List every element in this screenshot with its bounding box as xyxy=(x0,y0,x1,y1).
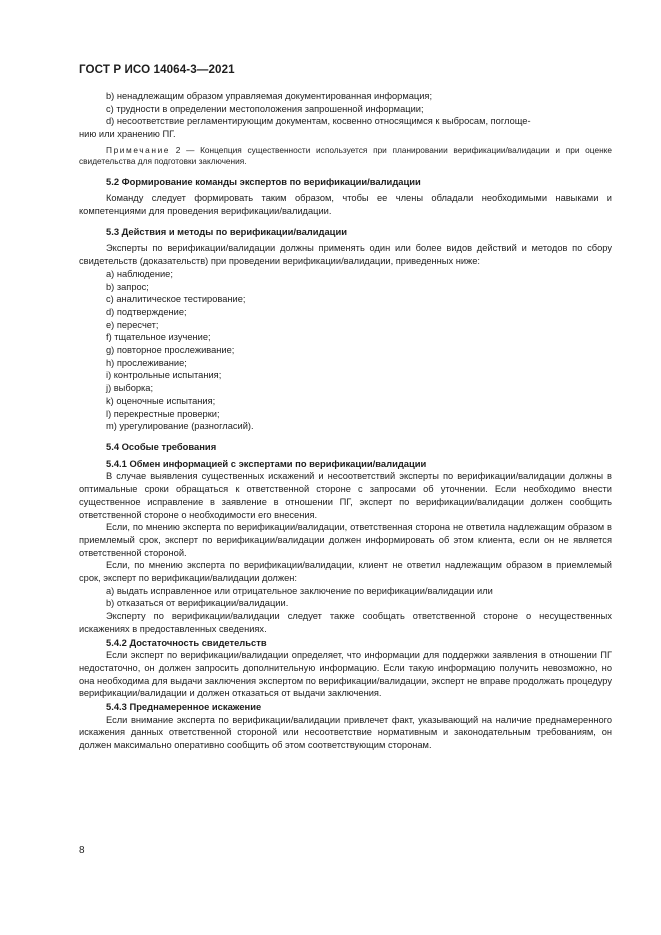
subsection-heading-5-4-3: 5.4.3 Преднамеренное искажение xyxy=(106,701,262,713)
list-item: f) тщательное изучение; xyxy=(106,332,211,343)
section-heading-5-3: 5.3 Действия и методы по верификации/валидации xyxy=(106,225,347,237)
subsection-heading-5-4-1: 5.4.1 Обмен информацией с экспертами по верификации/валидации xyxy=(106,457,427,469)
list-item: k) оценочные испытания; xyxy=(106,395,216,406)
list-item: a) наблюдение; xyxy=(106,268,173,279)
note-paragraph xyxy=(79,145,612,168)
note-label: Примечание xyxy=(106,144,171,155)
paragraph: Если, по мнению эксперта по верификации/валидации, ответственная сторона не ответила надлежащим образом в приемлемый срок, эксперт по верификации/валидации должен информировать об этом клиента, если он не является ответственной стороной. xyxy=(79,522,612,558)
list-item: b) отказаться от верификации/валидации. xyxy=(106,598,289,609)
list-item: j) выборка; xyxy=(106,383,154,394)
list-item: l) перекрестные проверки; xyxy=(106,408,220,419)
paragraph: Если внимание эксперта по верификации/валидации привлечет факт, указывающий на наличие преднамеренного искажения данных ответственной стороной или несоответствие нормативным и законодательным требованиям, он должен максимально оперативно сообщить об этом соответствующим сторонам. xyxy=(79,714,612,751)
section-heading-5-4: 5.4 Особые требования xyxy=(106,440,217,452)
paragraph: Команду следует формировать таким образом, чтобы ее члены обладали необходимыми навыками и компетенциями для проведения верификации/валидации. xyxy=(79,193,612,217)
list-item: h) прослеживание; xyxy=(106,357,187,368)
paragraph: Если эксперт по верификации/валидации определяет, что информации для поддержки заявления в отношении ПГ недостаточно, он должен запросить дополнительную информацию. Если такую информацию получить невозможно, но она необходима для выдачи заключения экспертом по верификации/валидации, эксперт не вправе продолжать процедуру верификации/валидации и должен отказаться от выдачи заключения. xyxy=(79,650,613,699)
list-item-continuation: нию или хранению ПГ. xyxy=(79,129,176,140)
section-heading-5-2: 5.2 Формирование команды экспертов по верификации/валидации xyxy=(106,175,421,187)
list-item: g) повторное прослеживание; xyxy=(106,345,235,356)
list-item: e) пересчет; xyxy=(106,319,159,330)
note-text: 2 — Концепция существенности используется при планировании верификации/валидации и при оценке свидетельства для подготовки заключения. xyxy=(79,144,612,167)
list-item: d) подтверждение; xyxy=(106,306,187,317)
paragraph: Эксперту по верификации/валидации следует также сообщать ответственной стороне о несущественных искажениях в предоставленных сведениях. xyxy=(79,611,612,634)
list-item: d) несоответствие регламентирующим документам, косвенно относящимся к выбросам, поглоще- xyxy=(106,116,531,127)
list-item: c) аналитическое тестирование; xyxy=(106,294,246,305)
document-body xyxy=(79,90,612,752)
list-item: m) урегулирование (разногласий). xyxy=(106,421,254,432)
paragraph: Если, по мнению эксперта по верификации/валидации, клиент не ответил надлежащим образом в приемлемый срок, эксперт по верификации/валидации должен: xyxy=(79,560,612,584)
list-item: c) трудности в определении местоположения запрошенной информации; xyxy=(106,103,424,114)
list-item: a) выдать исправленное или отрицательное заключение по верификации/валидации или xyxy=(106,585,493,596)
methods-list xyxy=(79,268,612,433)
paragraph: В случае выявления существенных искажений и несоответствий эксперты по верификации/валидации должны в оптимальные сроки обращаться к ответственной стороне с запросами об уточнении. Если необходимо внести существенное исправление в заявление в отношении ПГ, эксперт по верификации/валидации должен сообщить ответственной стороне о необходимости его внесения. xyxy=(79,471,612,520)
list-item: b) ненадлежащим образом управляемая документированная информация; xyxy=(106,91,433,101)
document-header: ГОСТ Р ИСО 14064-3—2021 xyxy=(79,63,235,76)
list-item: i) контрольные испытания; xyxy=(106,370,222,381)
page-number: 8 xyxy=(79,845,85,856)
paragraph: Эксперты по верификации/валидации должны применять один или более видов действий и методов по сбору свидетельств (доказательств) при проведении верификации/валидации, приведенных ниже: xyxy=(79,243,612,267)
subsection-heading-5-4-2: 5.4.2 Достаточность свидетельств xyxy=(106,636,267,648)
list-item: b) запрос; xyxy=(106,281,149,292)
